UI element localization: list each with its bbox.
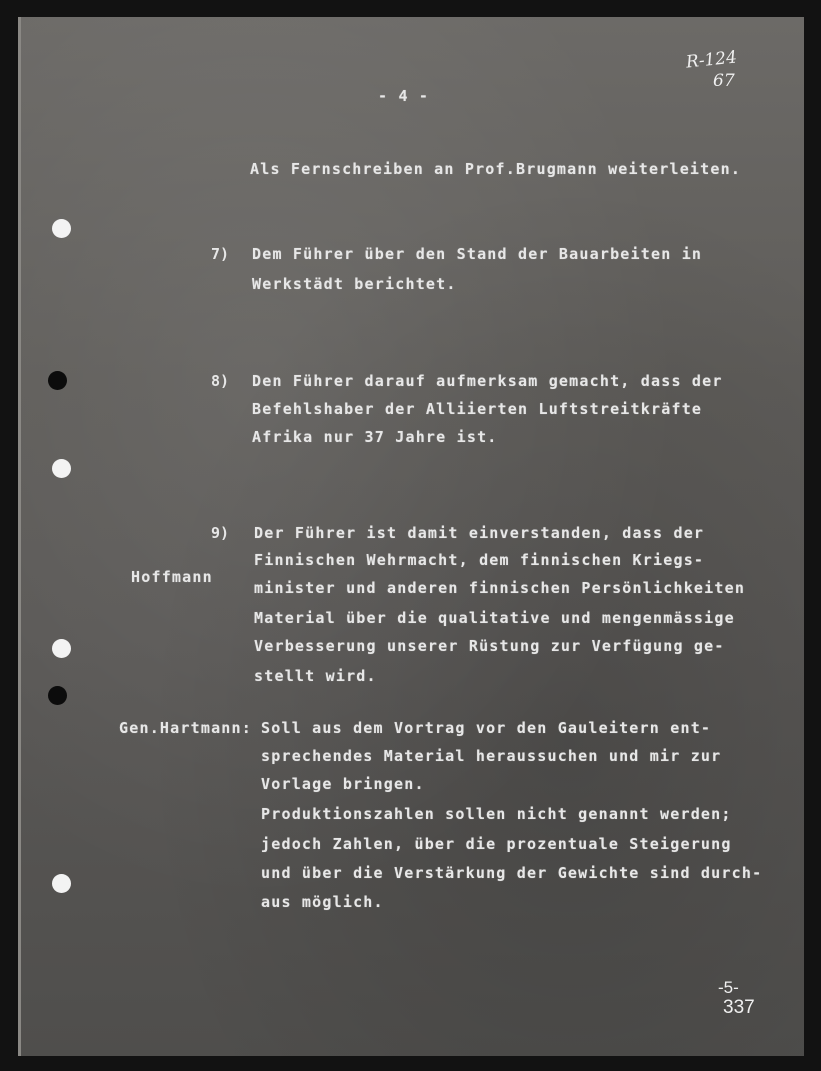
punch-hole: [48, 371, 67, 390]
item-7-line: Werkstädt berichtet.: [252, 275, 457, 293]
item-9-line: Der Führer ist damit einverstanden, dass der: [254, 524, 705, 542]
punch-hole: [52, 874, 71, 893]
next-page-marker: -5-: [718, 978, 739, 997]
hartmann-line: sprechendes Material heraussuchen und mir zur: [261, 747, 722, 765]
item-8-line: Den Führer darauf aufmerksam gemacht, dass der: [252, 372, 723, 390]
document-page: [18, 17, 804, 1056]
item-9-line: Verbesserung unserer Rüstung zur Verfügung ge-: [254, 637, 725, 655]
intro-line: Als Fernschreiben an Prof.Brugmann weiterleiten.: [250, 160, 742, 178]
hartmann-line: Vorlage bringen.: [261, 775, 425, 793]
item-9-line: stellt wird.: [254, 667, 377, 685]
item-9-side-name: Hoffmann: [131, 568, 213, 586]
item-8-number: 8): [211, 372, 230, 390]
item-9-number: 9): [211, 524, 230, 542]
hartmann-line: Produktionszahlen sollen nicht genannt werden;: [261, 805, 732, 823]
punch-hole: [52, 219, 71, 238]
item-9-line: Finnischen Wehrmacht, dem finnischen Kriegs-: [254, 551, 705, 569]
hartmann-line: aus möglich.: [261, 893, 384, 911]
archive-ref-line2: 67: [713, 71, 735, 91]
punch-hole: [52, 459, 71, 478]
item-9-line: minister und anderen finnischen Persönlichkeiten: [254, 579, 746, 597]
page-marker: - 4 -: [378, 87, 430, 105]
item-7-line: Dem Führer über den Stand der Bauarbeiten in: [252, 245, 703, 263]
hartmann-line: Soll aus dem Vortrag vor den Gauleitern ent-: [261, 719, 712, 737]
hartmann-line: jedoch Zahlen, über die prozentuale Steigerung: [261, 835, 732, 853]
item-8-line: Befehlshaber der Alliierten Luftstreitkräfte: [252, 400, 703, 418]
punch-hole: [52, 639, 71, 658]
item-8-line: Afrika nur 37 Jahre ist.: [252, 428, 498, 446]
item-7-number: 7): [211, 245, 230, 263]
hartmann-label: Gen.Hartmann:: [119, 719, 252, 737]
item-9-line: Material über die qualitative und mengenmässige: [254, 609, 735, 627]
archive-ref-line1: R-124: [685, 47, 738, 73]
hartmann-line: und über die Verstärkung der Gewichte sind durch-: [261, 864, 763, 882]
punch-hole: [48, 686, 67, 705]
document-number: 337: [723, 997, 755, 1018]
